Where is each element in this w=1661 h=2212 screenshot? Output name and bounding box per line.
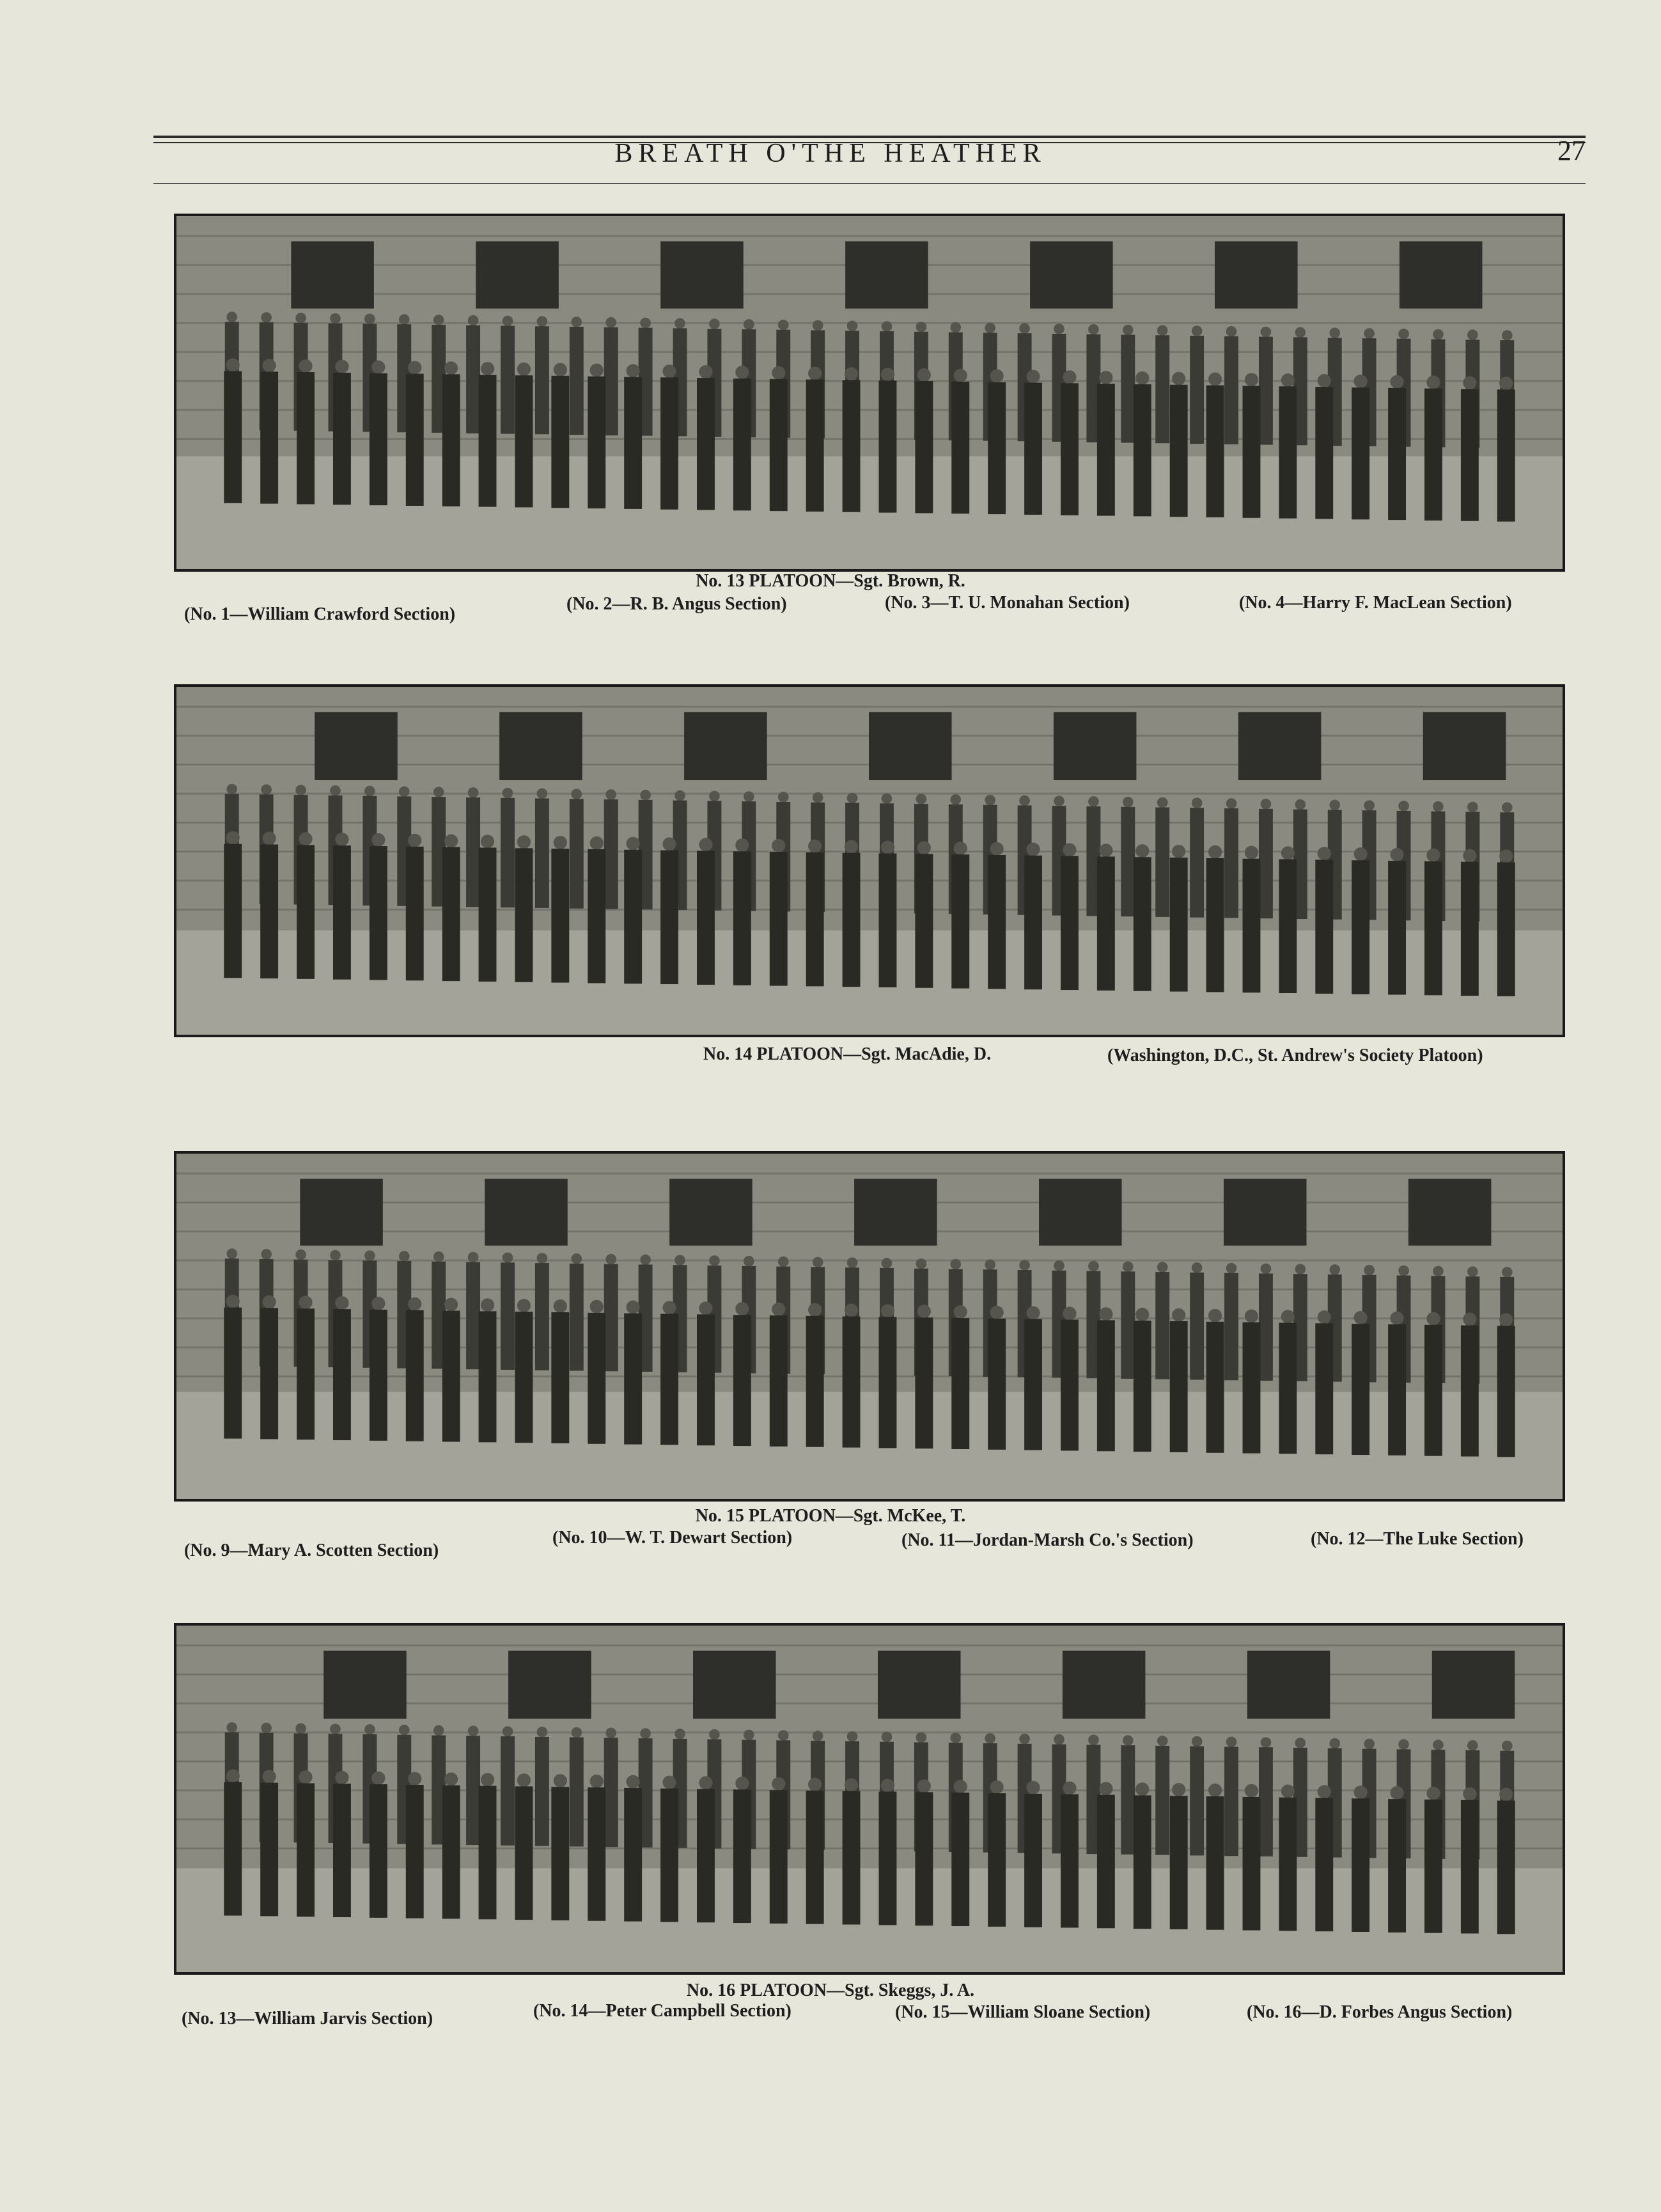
section-caption-11: (No. 11—Jordan-Marsh Co.'s Section) [901, 1530, 1194, 1550]
platoon-photo-13-image [176, 216, 1563, 569]
platoon-photo-15 [174, 1151, 1565, 1502]
platoon-caption-14: No. 14 PLATOON—Sgt. MacAdie, D. [703, 1044, 992, 1064]
platoon-caption-15: No. 15 PLATOON—Sgt. McKee, T. [695, 1506, 966, 1526]
platoon-photo-14 [174, 684, 1565, 1037]
page-number: 27 [1557, 135, 1586, 166]
section-caption-15: (No. 15—William Sloane Section) [895, 2002, 1151, 2022]
section-caption-4: (No. 4—Harry F. MacLean Section) [1239, 593, 1512, 613]
platoon-caption-13: No. 13 PLATOON—Sgt. Brown, R. [696, 571, 965, 591]
section-caption-1: (No. 1—William Crawford Section) [184, 604, 456, 624]
section-caption-washington: (Washington, D.C., St. Andrew's Society Platoon) [1107, 1046, 1483, 1065]
section-caption-9: (No. 9—Mary A. Scotten Section) [184, 1541, 439, 1560]
section-caption-3: (No. 3—T. U. Monahan Section) [885, 593, 1130, 613]
platoon-photo-15-image [176, 1154, 1563, 1499]
running-title: BREATH O'THE HEATHER [614, 139, 1047, 168]
section-caption-14: (No. 14—Peter Campbell Section) [533, 2001, 792, 2021]
section-caption-2: (No. 2—R. B. Angus Section) [566, 594, 787, 614]
platoon-photo-16-image [176, 1626, 1563, 1972]
section-caption-10: (No. 10—W. T. Dewart Section) [552, 1528, 793, 1548]
platoon-photo-14-image [176, 687, 1563, 1035]
section-caption-12: (No. 12—The Luke Section) [1311, 1529, 1524, 1549]
header-rule-bottom [153, 183, 1586, 184]
section-caption-16: (No. 16—D. Forbes Angus Section) [1247, 2002, 1513, 2022]
platoon-photo-16 [174, 1623, 1565, 1975]
platoon-caption-16: No. 16 PLATOON—Sgt. Skeggs, J. A. [686, 1981, 975, 2000]
platoon-photo-13 [174, 214, 1565, 572]
section-caption-13: (No. 13—William Jarvis Section) [182, 2009, 433, 2028]
